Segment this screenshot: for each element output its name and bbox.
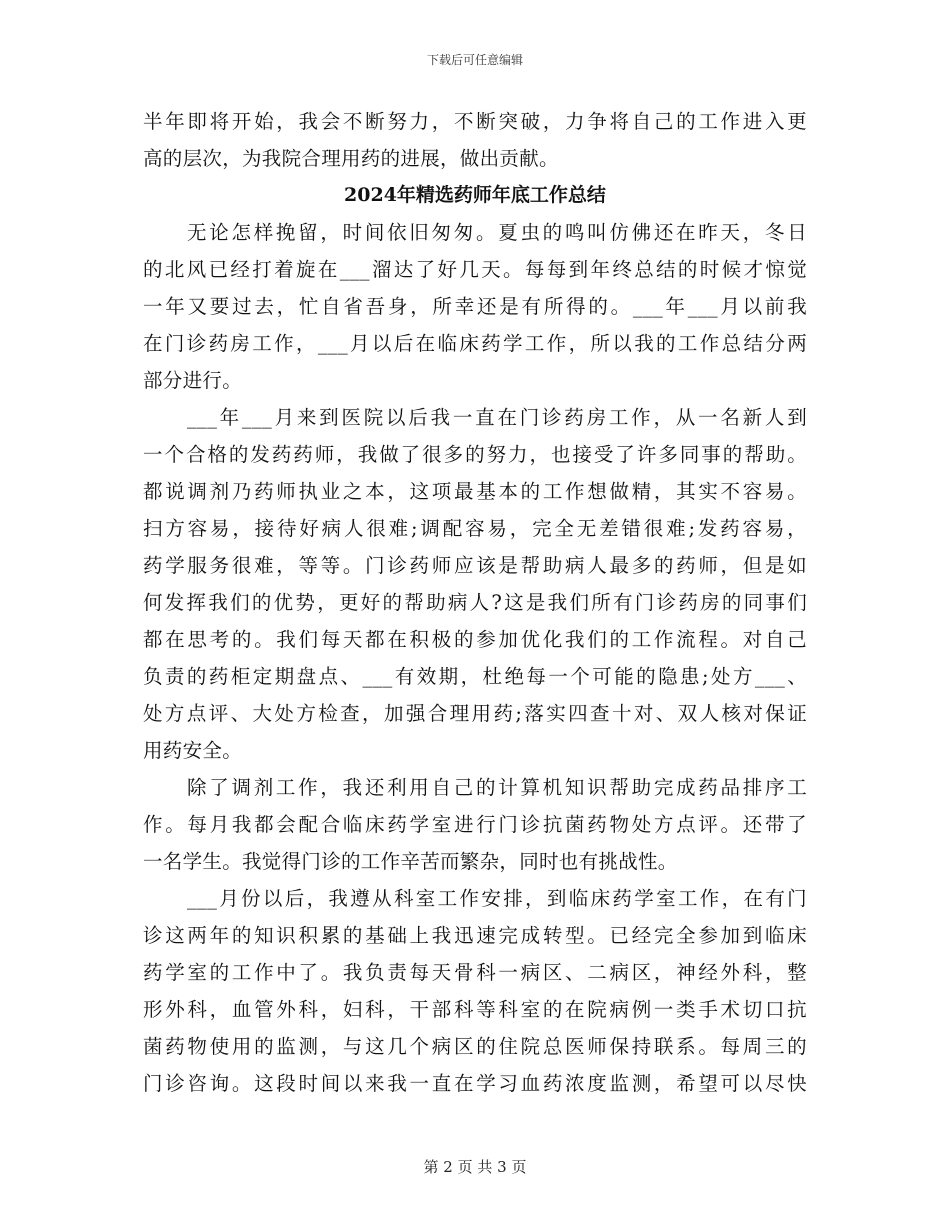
- text-line: 何发挥我们的优势，更好的帮助病人?这是我们所有门诊药房的同事们: [143, 591, 807, 614]
- text-line: 的北风已经打着旋在___溜达了好几天。每每到年终总结的时候才惊觉: [143, 258, 807, 281]
- text-line: 用药安全。: [143, 739, 243, 762]
- text-line: 药学服务很难，等等。门诊药师应该是帮助病人最多的药师，但是如: [143, 554, 807, 577]
- text-line: 诊这两年的知识积累的基础上我迅速完成转型。已经完全参加到临床: [143, 924, 807, 947]
- text-line: 在门诊药房工作，___月以后在临床药学工作，所以我的工作总结分两: [143, 332, 807, 355]
- paragraph-3: [143, 769, 807, 880]
- text-line: 一名学生。我觉得门诊的工作辛苦而繁杂，同时也有挑战性。: [143, 850, 678, 873]
- text-line: 一个合格的发药药师，我做了很多的努力，也接受了许多同事的帮助。: [143, 443, 807, 466]
- text-line: 都说调剂乃药师执业之本，这项最基本的工作想做精，其实不容易。: [143, 480, 807, 503]
- text-line: ___月份以后，我遵从科室工作安排，到临床药学室工作，在有门: [187, 887, 807, 910]
- text-line: 负责的药柜定期盘点、___有效期，杜绝每一个可能的隐患;处方___、: [143, 665, 807, 688]
- text-line: ___年___月来到医院以后我一直在门诊药房工作，从一名新人到: [187, 406, 807, 429]
- text-line: 药学室的工作中了。我负责每天骨科一病区、二病区，神经外科，整: [143, 961, 807, 984]
- text-line: 作。每月我都会配合临床药学室进行门诊抗菌药物处方点评。还带了: [143, 813, 807, 836]
- text-line: 门诊咨询。这段时间以来我一直在学习血药浓度监测，希望可以尽快: [143, 1072, 807, 1095]
- paragraph-4: [143, 880, 807, 1102]
- text-line: 除了调剂工作，我还利用自己的计算机知识帮助完成药品排序工: [187, 776, 807, 799]
- intro-paragraph: [143, 103, 807, 177]
- paragraph-2: [143, 399, 807, 769]
- text-line: 半年即将开始，我会不断努力，不断突破，力争将自己的工作进入更: [143, 110, 807, 133]
- text-line: 一年又要过去，忙自省吾身，所幸还是有所得的。___年___月以前我: [143, 295, 807, 318]
- text-line: 形外科，血管外科，妇科，干部科等科室的在院病例一类手术切口抗: [143, 998, 807, 1021]
- text-line: 部分进行。: [143, 369, 243, 392]
- document-body: [143, 103, 807, 1102]
- text-line: 都在思考的。我们每天都在积极的参加优化我们的工作流程。对自己: [143, 628, 807, 651]
- text-line: 高的层次，为我院合理用药的进展，做出贡献。: [143, 147, 559, 170]
- page-footer: 第 2 页 共 3 页: [423, 1158, 527, 1176]
- text-line: 无论怎样挽留，时间依旧匆匆。夏虫的鸣叫仿佛还在昨天，冬日: [187, 221, 807, 244]
- page-header: 下载后可任意编辑: [426, 53, 523, 67]
- text-line: 扫方容易，接待好病人很难;调配容易，完全无差错很难;发药容易，: [143, 517, 807, 540]
- text-line: 菌药物使用的监测，与这几个病区的住院总医师保持联系。每周三的: [143, 1035, 807, 1058]
- paragraph-1: [143, 214, 807, 399]
- document-title: 2024年精选药师年底工作总结: [344, 184, 606, 206]
- text-line: 处方点评、大处方检查，加强合理用药;落实四查十对、双人核对保证: [143, 702, 807, 725]
